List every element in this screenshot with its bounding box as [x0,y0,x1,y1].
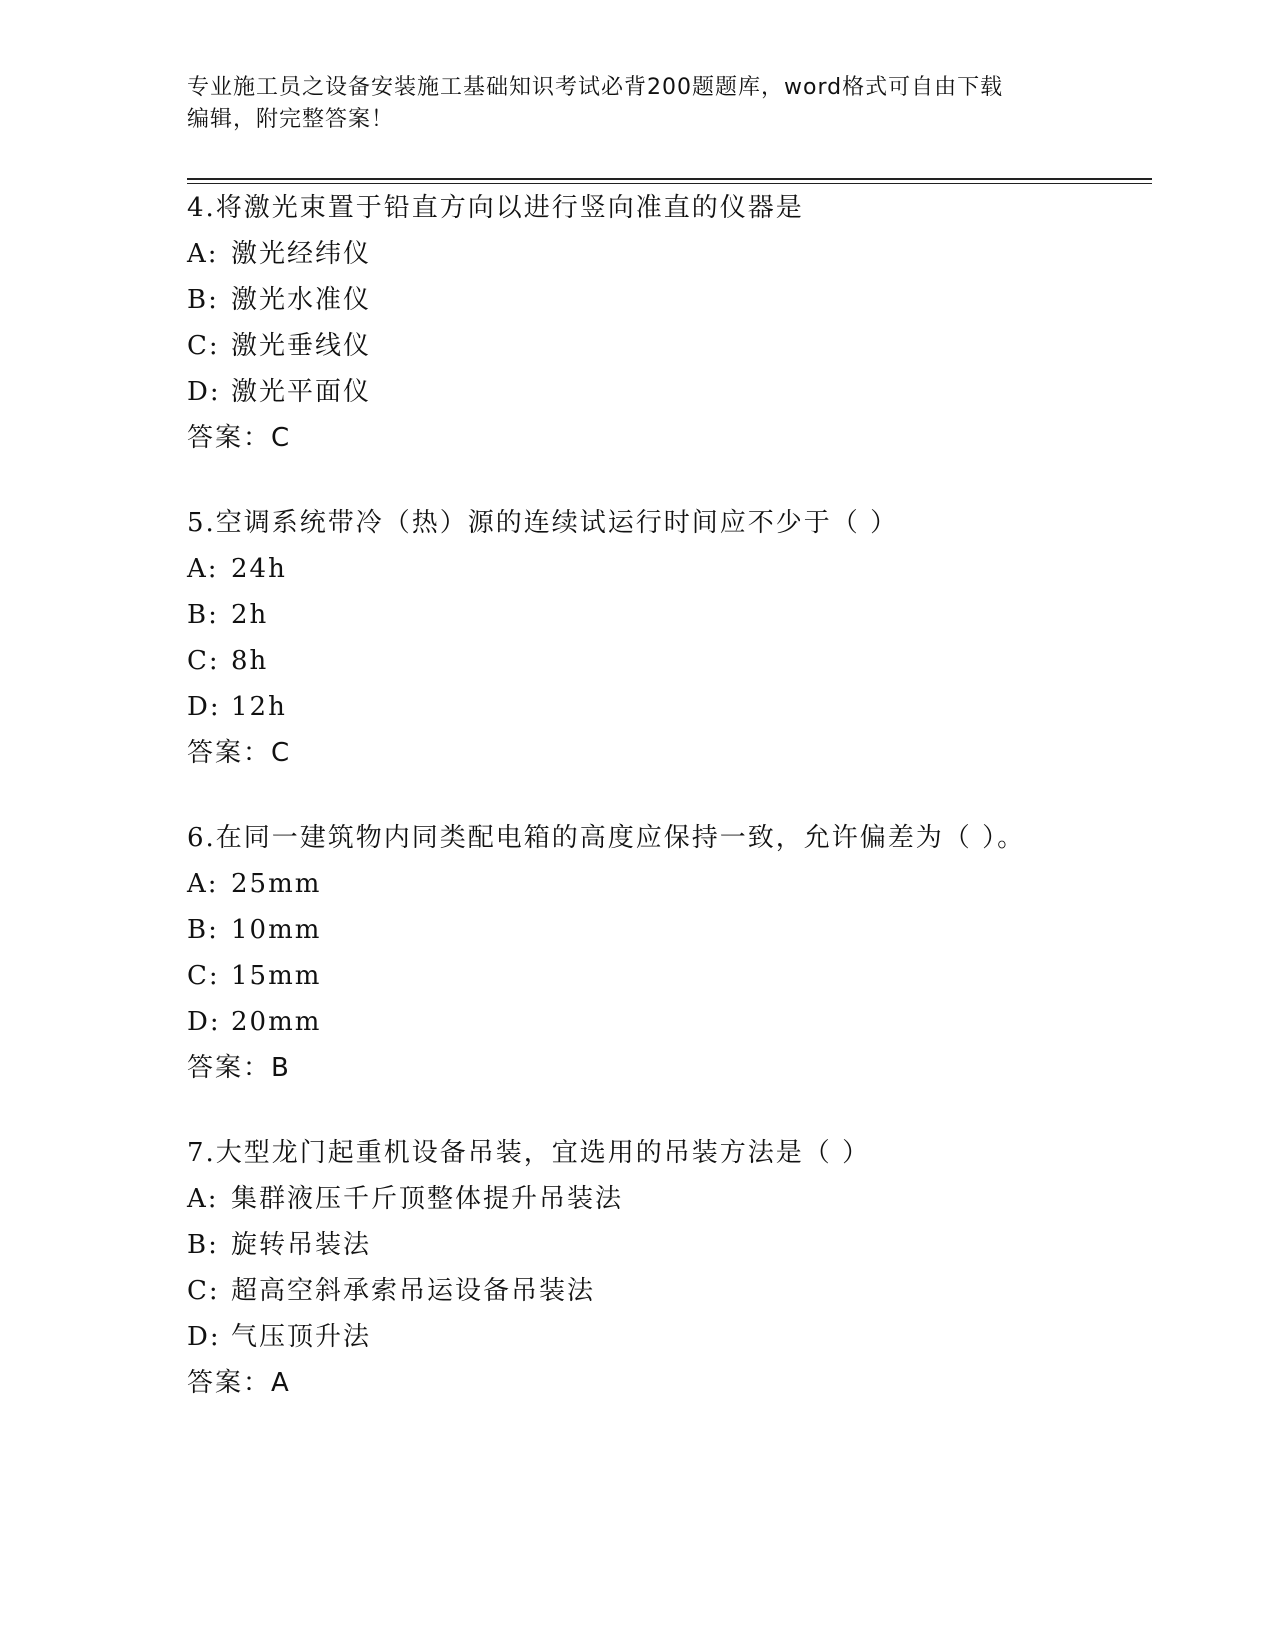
option-c [187,960,1147,1006]
option-letter: D: [187,692,221,722]
question-4 [187,192,1147,468]
answer: 答案：B [187,1053,291,1083]
option-d [187,691,1147,737]
option-text: 超高空斜承索吊运设备吊装法 [231,1276,596,1306]
option-letter: A: [187,239,219,269]
question-title: 5.空调系统带冷（热）源的连续试运行时间应不少于（ ） [187,508,899,538]
option-letter: A: [187,1184,219,1214]
option-letter: B: [187,915,219,945]
option-text: 激光水准仪 [231,285,372,315]
option-c [187,1275,1147,1321]
option-a [187,553,1147,599]
option-text: 8h [231,646,269,676]
option-letter: D: [187,1007,221,1037]
option-text: 20mm [231,1007,322,1037]
document-header [187,72,1087,136]
answer: 答案：C [187,423,292,453]
option-text: 24h [231,554,287,584]
option-text: 2h [231,600,269,630]
option-text: 旋转吊装法 [231,1230,372,1260]
option-text: 集群液压千斤顶整体提升吊装法 [231,1184,624,1214]
option-text: 激光平面仪 [231,377,372,407]
option-text: 15mm [231,961,322,991]
option-letter: B: [187,1230,219,1260]
option-letter: A: [187,554,219,584]
header-divider-thin [187,183,1152,184]
option-a [187,868,1147,914]
option-letter: C: [187,961,220,991]
option-letter: B: [187,600,219,630]
option-a [187,238,1147,284]
option-c [187,330,1147,376]
header-line-2: 编辑，附完整答案！ [187,107,395,132]
question-5 [187,507,1147,783]
answer: 答案：C [187,738,292,768]
question-title: 4.将激光束置于铅直方向以进行竖向准直的仪器是 [187,193,804,223]
option-text: 激光经纬仪 [231,239,372,269]
option-b [187,284,1147,330]
option-letter: B: [187,285,219,315]
option-b [187,914,1147,960]
option-b [187,599,1147,645]
option-text: 气压顶升法 [231,1322,372,1352]
option-text: 10mm [231,915,322,945]
answer: 答案：A [187,1368,291,1398]
header-divider [187,178,1152,180]
option-letter: A: [187,869,219,899]
option-letter: D: [187,1322,221,1352]
option-letter: D: [187,377,221,407]
option-text: 激光垂线仪 [231,331,372,361]
header-line-1: 专业施工员之设备安装施工基础知识考试必背200题题库，word格式可自由下载 [187,75,1004,100]
option-c [187,645,1147,691]
option-letter: C: [187,1276,220,1306]
question-6 [187,822,1147,1098]
option-d [187,1006,1147,1052]
option-letter: C: [187,331,220,361]
question-7 [187,1137,1147,1413]
option-b [187,1229,1147,1275]
option-a [187,1183,1147,1229]
option-letter: C: [187,646,220,676]
option-text: 12h [231,692,287,722]
option-d [187,1321,1147,1367]
option-d [187,376,1147,422]
question-title: 6.在同一建筑物内同类配电箱的高度应保持一致，允许偏差为（ ）。 [187,823,1026,853]
option-text: 25mm [231,869,322,899]
question-title: 7.大型龙门起重机设备吊装，宜选用的吊装方法是（ ） [187,1138,871,1168]
